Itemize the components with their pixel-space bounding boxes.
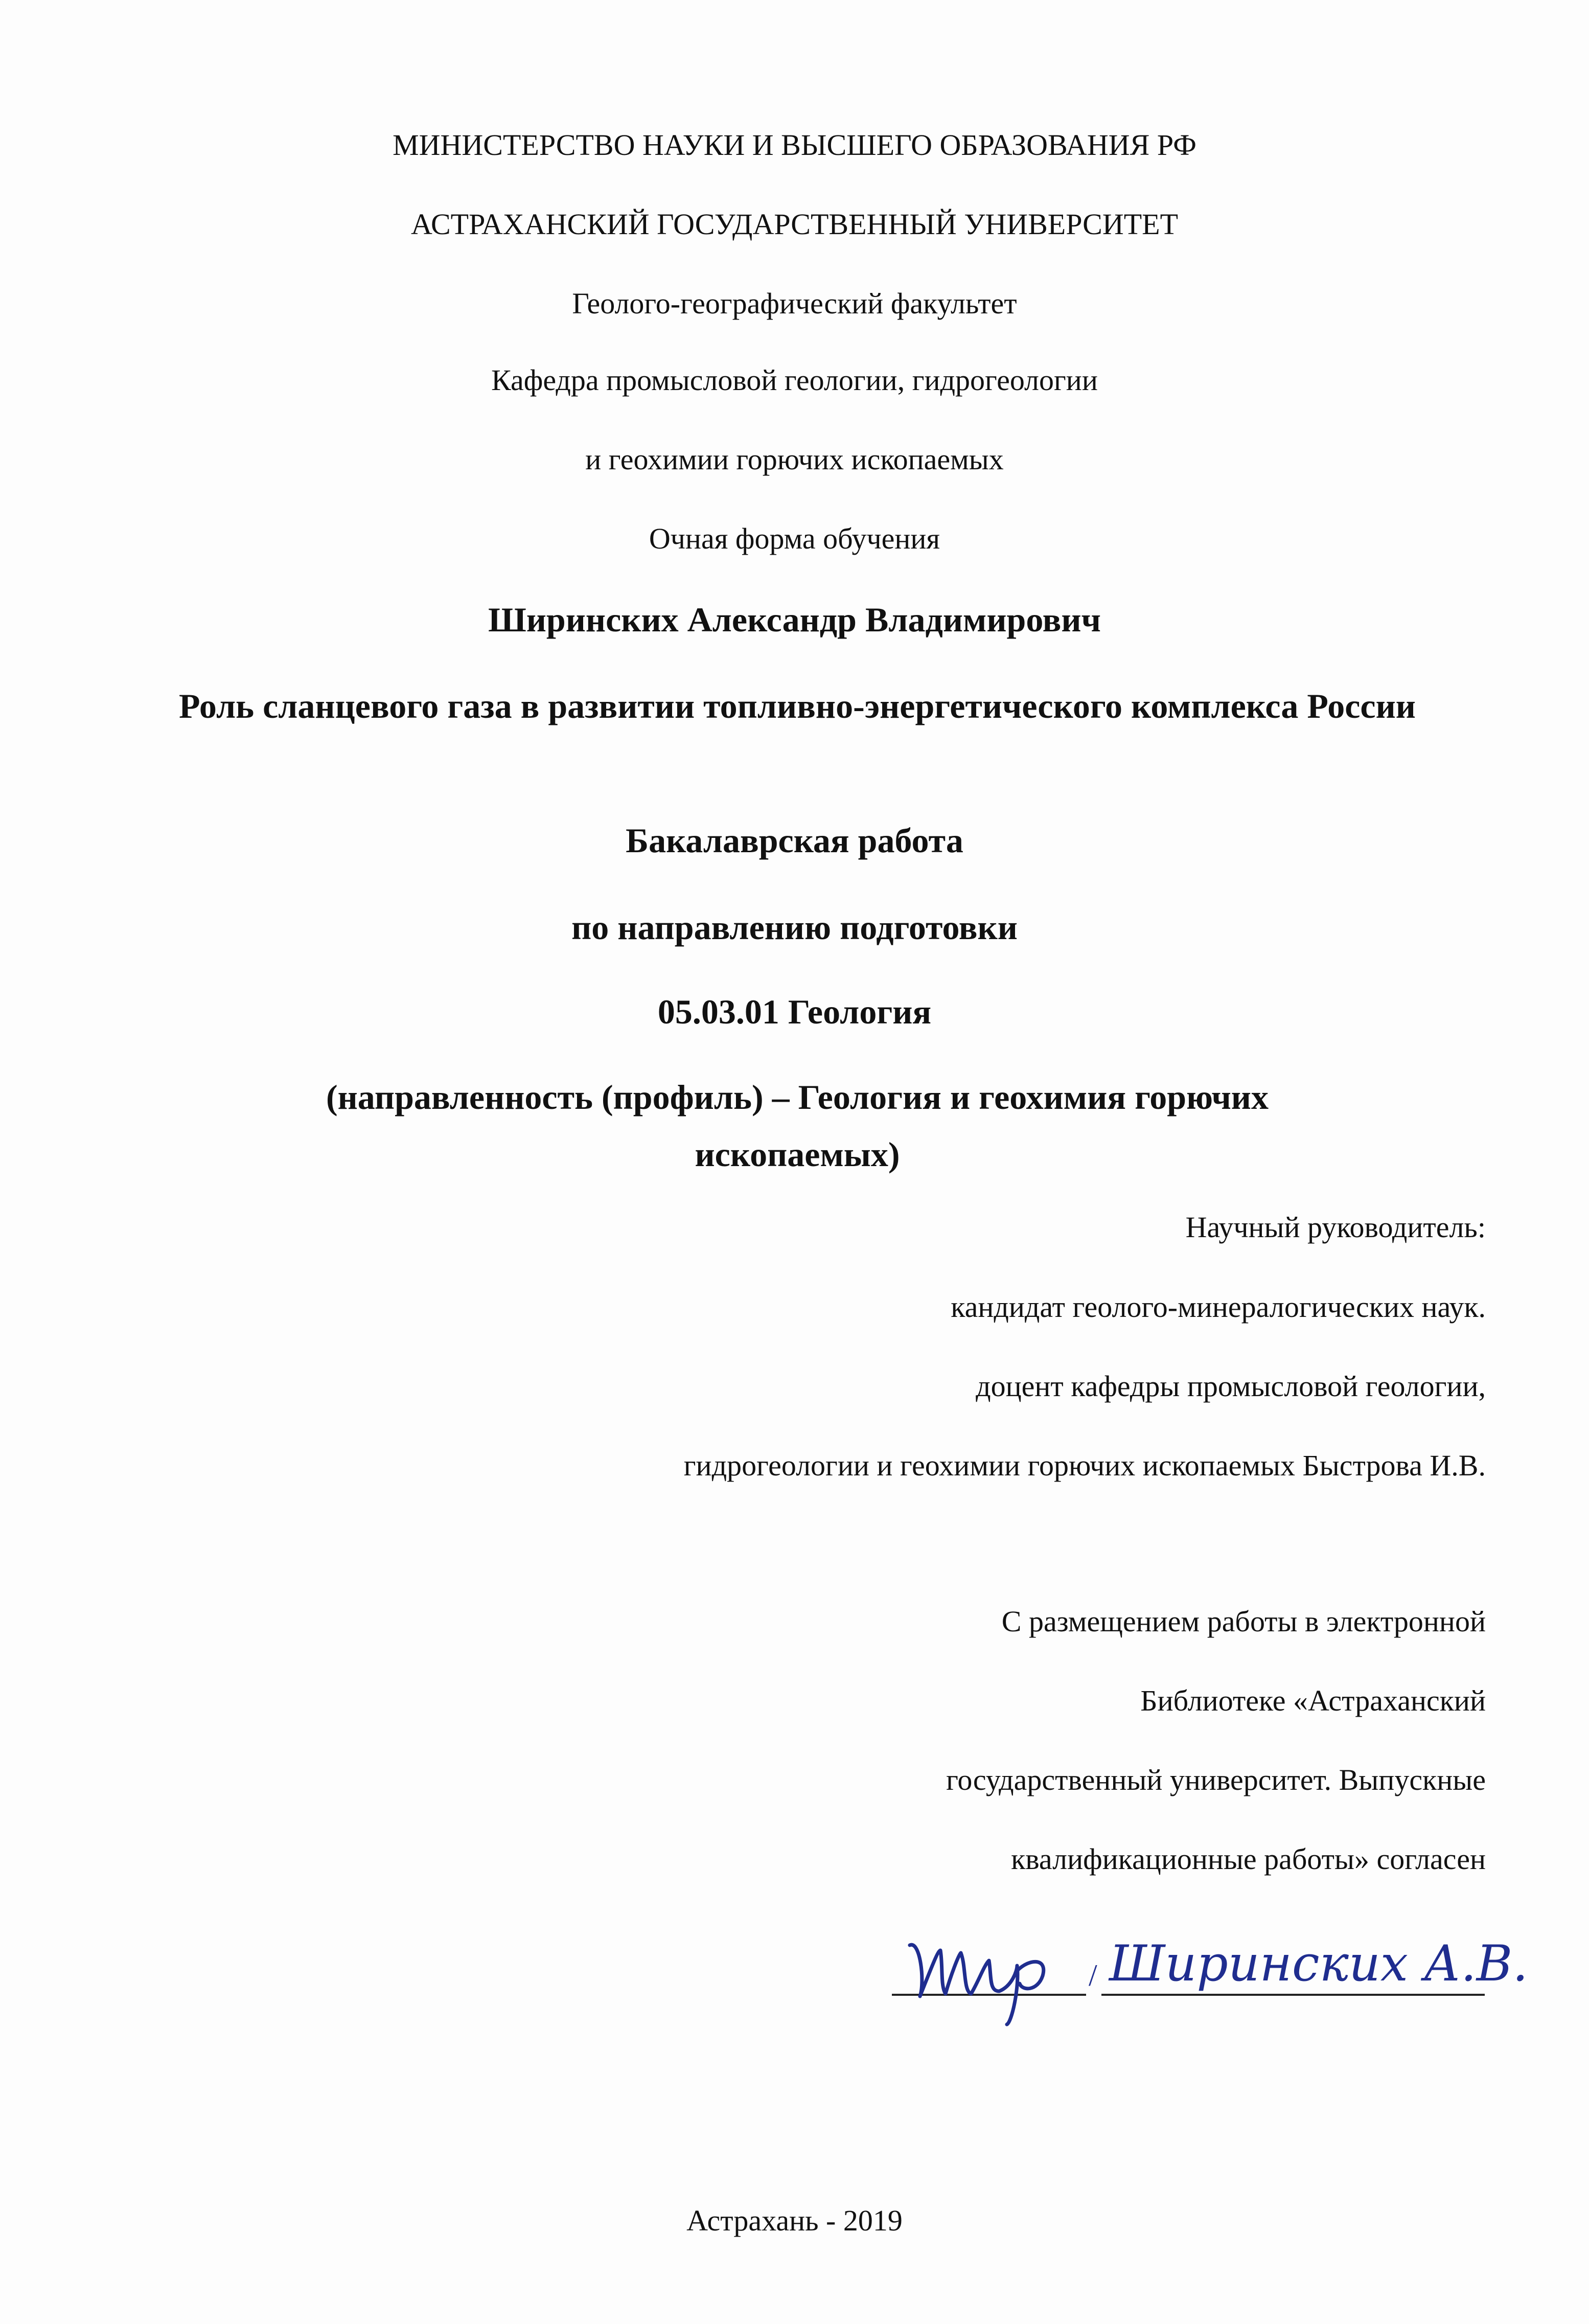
- profile: (направленность (профиль) – Геология и геохимия горючих ископаемых): [326, 1078, 1269, 1174]
- work-type: Бакалаврская работа: [626, 821, 963, 860]
- author-name: Ширинских Александр Владимирович: [488, 600, 1101, 639]
- consent-line-2: Библиотеке «Астраханский: [1140, 1684, 1486, 1717]
- department-line-2: и геохимии горючих ископаемых: [585, 443, 1004, 476]
- supervisor-name: гидрогеологии и геохимии горючих ископаемых Быстрова И.В.: [683, 1449, 1486, 1482]
- supervisor-position: доцент кафедры промысловой геологии,: [976, 1370, 1486, 1403]
- signature-decipher: Ширинских А.В.: [1109, 1935, 1528, 1992]
- signature-separator: /: [1089, 1958, 1097, 1992]
- city-year: Астрахань - 2019: [686, 2204, 903, 2237]
- consent-line-1: С размещением работы в электронной: [1001, 1605, 1486, 1638]
- direction-label: по направлению подготовки: [571, 908, 1018, 947]
- signature-decipher-line: [1101, 1994, 1485, 1996]
- department-line-1: Кафедра промысловой геологии, гидрогеологии: [491, 363, 1098, 397]
- ministry-name: МИНИСТЕРСТВО НАУКИ И ВЫСШЕГО ОБРАЗОВАНИЯ РФ: [393, 128, 1196, 162]
- study-form: Очная форма обучения: [649, 522, 940, 555]
- handwritten-signature: [889, 1909, 1094, 2027]
- university-name: АСТРАХАНСКИЙ ГОСУДАРСТВЕННЫЙ УНИВЕРСИТЕТ: [410, 208, 1179, 241]
- consent-line-4: квалификационные работы» согласен: [1011, 1842, 1486, 1876]
- thesis-title: Роль сланцевого газа в развитии топливно-энергетического комплекса России: [179, 687, 1416, 725]
- supervisor-label: Научный руководитель:: [1185, 1211, 1486, 1244]
- consent-line-3: государственный университет. Выпускные: [946, 1763, 1486, 1796]
- supervisor-degree: кандидат геолого-минералогических наук.: [951, 1290, 1486, 1324]
- faculty-name: Геолого-географический факультет: [572, 287, 1017, 320]
- direction-code: 05.03.01 Геология: [657, 992, 932, 1031]
